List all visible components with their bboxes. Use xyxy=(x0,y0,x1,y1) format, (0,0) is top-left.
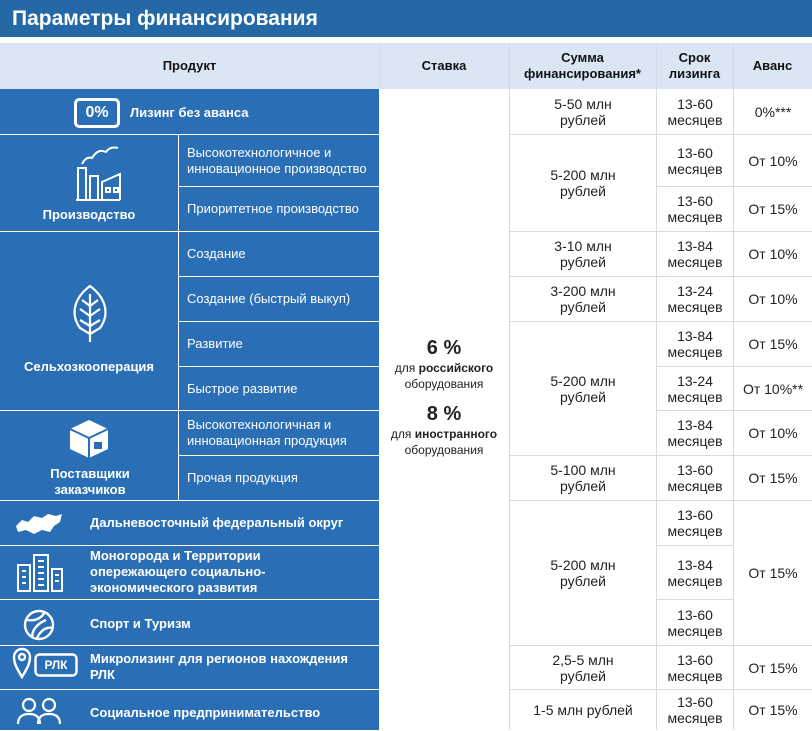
advance-cell: От 15% xyxy=(748,565,798,581)
category-micro: Микролизинг для регионов нахождения РЛК xyxy=(90,651,348,682)
term-cell: 13-60 месяцев xyxy=(667,507,723,539)
amount-cell: 5-200 млн рублей xyxy=(550,167,616,199)
category-far-east: Дальневосточный федеральный округ xyxy=(90,515,344,530)
divider xyxy=(0,545,379,546)
category-monotowns: Моногорода и Территории опережающего социально-экономического развития xyxy=(90,548,266,595)
sub-hitech-production: Высокотехнологичное и инновационное производство xyxy=(179,135,379,186)
rate-cell xyxy=(379,336,509,458)
divider xyxy=(178,135,179,500)
buildings-icon xyxy=(16,553,64,593)
term-cell: 13-24 месяцев xyxy=(667,372,723,405)
location-pin-icon xyxy=(12,647,32,679)
russia-map-icon xyxy=(14,510,64,536)
advance-cell: От 10% xyxy=(748,291,798,307)
amount-cell: 2,5-5 млн рублей xyxy=(552,651,614,684)
page-title: Параметры финансирования xyxy=(0,0,812,37)
rate-foreign-value: 8 % xyxy=(426,403,462,425)
category-no-advance: Лизинг без аванса xyxy=(130,105,249,120)
people-icon xyxy=(16,696,62,726)
divider xyxy=(179,366,379,367)
sport-ball-icon xyxy=(22,608,56,642)
advance-cell: От 10%** xyxy=(742,380,804,397)
term-cell: 13-60 месяцев xyxy=(667,694,723,726)
rate-russian-value: 6 % xyxy=(426,337,462,359)
divider xyxy=(0,689,379,690)
rlk-badge: РЛК xyxy=(44,658,68,672)
divider xyxy=(179,455,379,456)
rate-foreign-line: для иностранного xyxy=(390,427,498,441)
sub-other-goods: Прочая продукция xyxy=(179,456,379,500)
term-cell: 13-84 месяцев xyxy=(667,417,723,449)
amount-cell: 5-50 млн рублей xyxy=(554,95,612,128)
amount-cell: 3-200 млн рублей xyxy=(550,283,616,315)
category-social: Социальное предпринимательство xyxy=(90,705,321,720)
amount-cell: 3-10 млн рублей xyxy=(554,238,612,270)
header-term: Срок лизинга xyxy=(656,43,733,89)
factory-icon xyxy=(74,146,122,202)
term-cell: 13-60 месяцев xyxy=(667,462,723,494)
header-advance: Аванс xyxy=(733,43,812,89)
term-cell: 13-60 месяцев xyxy=(667,193,723,225)
advance-cell: От 15% xyxy=(748,336,798,352)
rate-russian-suffix: оборудования xyxy=(404,377,484,391)
sub-creation: Создание xyxy=(179,232,379,276)
sub-development: Развитие xyxy=(179,322,379,366)
term-cell: 13-84 месяцев xyxy=(667,328,723,360)
divider xyxy=(0,134,379,135)
rate-russian-line: для российского xyxy=(394,361,494,375)
divider xyxy=(179,276,379,277)
amount-cell: 1-5 млн рублей xyxy=(533,702,633,718)
category-agro: Сельхозкооперация xyxy=(23,359,155,374)
grid-line xyxy=(379,43,380,89)
term-cell: 13-60 месяцев xyxy=(667,651,723,684)
advance-cell: От 15% xyxy=(748,470,798,486)
amount-cell: 5-200 млн рублей xyxy=(550,372,616,405)
divider xyxy=(179,186,379,187)
divider xyxy=(0,645,379,646)
box-icon xyxy=(68,418,110,460)
zero-percent-badge: 0% xyxy=(85,104,109,121)
advance-cell: От 15% xyxy=(748,702,798,718)
advance-cell: 0%*** xyxy=(754,103,792,120)
divider xyxy=(0,410,379,411)
term-cell: 13-84 месяцев xyxy=(667,556,723,589)
term-cell: 13-60 месяцев xyxy=(667,144,723,177)
sub-priority-production: Приоритетное производство xyxy=(179,187,379,231)
term-cell: 13-60 месяцев xyxy=(667,606,723,639)
category-sport: Спорт и Туризм xyxy=(90,616,191,631)
header-rate: Ставка xyxy=(379,43,509,89)
divider xyxy=(0,500,379,501)
divider xyxy=(179,321,379,322)
advance-cell: От 15% xyxy=(748,659,798,676)
term-cell: 13-24 месяцев xyxy=(667,283,723,315)
grid-line xyxy=(509,43,510,730)
term-cell: 13-60 месяцев xyxy=(667,95,723,128)
term-cell: 13-84 месяцев xyxy=(667,238,723,270)
header-product: Продукт xyxy=(0,43,379,89)
advance-cell: От 15% xyxy=(748,201,798,217)
leaf-icon xyxy=(66,284,114,344)
sub-creation-fast: Создание (быстрый выкуп) xyxy=(179,277,379,321)
divider xyxy=(0,231,379,232)
sub-hitech-goods: Высокотехнологичная и инновационная продукция xyxy=(179,411,379,455)
advance-cell: От 10% xyxy=(748,152,798,169)
category-production: Производство xyxy=(42,207,136,222)
advance-cell: От 10% xyxy=(748,425,798,441)
divider xyxy=(0,599,379,600)
header-amount: Сумма финансирования* xyxy=(509,43,656,89)
amount-cell: 5-200 млн рублей xyxy=(550,557,616,589)
category-suppliers: Поставщики заказчиков xyxy=(50,466,130,497)
amount-cell: 5-100 млн рублей xyxy=(550,462,616,494)
advance-cell: От 10% xyxy=(748,246,798,262)
rate-foreign-suffix: оборудования xyxy=(404,443,484,457)
sub-fast-development: Быстрое развитие xyxy=(179,367,379,410)
